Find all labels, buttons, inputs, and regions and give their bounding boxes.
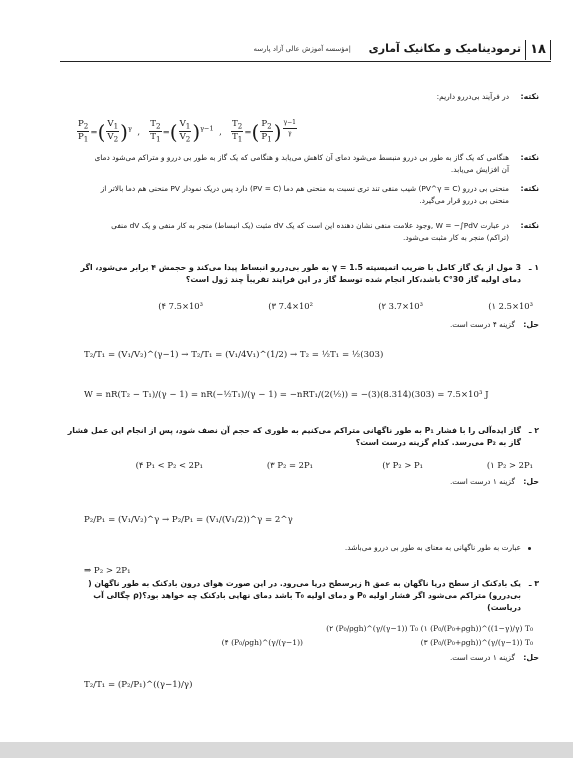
note2-text: هنگامی که یک گاز به طور بی دررو منبسط می‌شود دمای آن کاهش می‌یابد و هنگامی که یک گاز به طور بی دررو و متراکم می‌شود دمای آن افزایش می‌یابد. (94, 153, 509, 174)
q2-option-3[interactable]: (۳ P₂ = 2P₁ (266, 460, 313, 470)
q1-number: ۱ ـ (528, 263, 539, 272)
note4-label: نکته: (520, 221, 539, 230)
q1-option-4[interactable]: (۴ 7.5×10³ (158, 301, 203, 311)
header-title: ترمودینامیک و مکانیک آماری (368, 42, 521, 55)
ratio-p2-p1-b: $\frac{P_2}{P_1}$ (261, 118, 272, 145)
ratio-v1-v2: $\frac{V_1}{V_2}$ (107, 118, 119, 145)
note4-text: در عبارت W = −∫PdV ,وجود علامت منفی نشان دهنده این است که یک dV مثبت (یک انبساط) منجر به کار منفی و یک dV منفی (تراکم) منجر به کار مثبت می‌شود. (111, 221, 509, 242)
q1-text: 3 مول از یک گاز کامل با ضریب اتمیسیته γ = 1.5 به طور بی‌دررو انبساط پیدا می‌کند و حجمش ۴ برابر می‌شود، اگر دمای اولیه گاز 30°C باشد،کار انجام شده توسط گاز در این فرایند تقریباً چند ژول است؟ (80, 263, 521, 284)
page-number: ۱۸ (525, 40, 551, 60)
note3-text: منحنی بی دررو (PV^γ = C) شیب منفی تند تری نسبت به منحنی هم دما (PV = C) دارد پس دریک نمودار PV منحنی هم دما بالاتر از منحنی بی دررو قرار می‌گیرد. (100, 184, 509, 205)
q3-option-2[interactable]: (۲ (P₀/ρgh)^(γ/(γ−1)) T₀ (326, 624, 418, 633)
q2-option-1[interactable]: (۱ P₂ > 2P₁ (486, 460, 533, 470)
q1-solution-label: حل: (523, 320, 539, 329)
adiabatic-relations: $\frac{P_2}{P_1}$ =( $\frac{V_1}{V_2}$ )$^\gamma$ , $\frac{T_2}{T_1}$ =( $\frac{V_1}{V_2}$ )$^{\gamma-1}$ , $\frac{T_2}{T_1}$ =( $\frac{P_2}{P_1}$ ) $^{\frac{\gamma-1}{\gamma}}$ (78, 118, 296, 145)
q3-option-1[interactable]: (۱ (P₀/(P₀+ρgh))^((1−γ)/γ) T₀ (420, 624, 533, 633)
q2-option-4[interactable]: (۴ P₁ < P₂ < 2P₁ (135, 460, 203, 470)
q2-bullet-text: عبارت به طور ناگهانی به معنای به طور بی دررو می‌باشد. (344, 543, 521, 552)
note1-text: در فرآیند بی‌دررو داریم: (436, 92, 509, 101)
q2-number: ۲ ـ (528, 426, 539, 435)
header-subtitle: |مؤسسه آموزش عالی آزاد پارسه (253, 45, 351, 53)
q1-calc-work: W = nR(T₂ − T₁)/(γ − 1) = nR(−½T₁)/(γ − 1) = −nRT₁/(2(½)) = −(3)(8.314)(303) = 7.5×10³ J (84, 390, 489, 400)
q2-text: گاز ایده‌آلی را با فشار P₁ به طور ناگهانی متراکم می‌کنیم به طوری که حجم آن نصف شود، پس از انجام این عمل فشار گاز به P₂ می‌رسد. کدام گزینه درست است؟ (67, 426, 521, 447)
header-rule (60, 61, 551, 62)
ratio-t2-t1: $\frac{T_2}{T_1}$ (150, 118, 161, 145)
q3-number: ۳ ـ (528, 579, 539, 588)
q3-option-3[interactable]: (۳ (P₀/(P₀+ρgh))^(γ/(γ−1)) T₀ (420, 638, 533, 647)
q2-calc-pressure: P₂/P₁ = (V₁/V₂)^γ → P₂/P₁ = (V₁/(V₁/2))^γ = 2^γ (84, 515, 293, 525)
ratio-p2-p1: $\frac{P_2}{P_1}$ (78, 118, 89, 145)
q3-option-4[interactable]: (۴ (P₀/ρgh)^(γ/(γ−1)) (221, 638, 303, 647)
q1-option-2[interactable]: (۲ 3.7×10³ (378, 301, 423, 311)
page-footer-bar (0, 742, 573, 758)
note3-label: نکته: (520, 184, 539, 193)
q1-calc-temperature: T₂/T₁ = (V₁/V₂)^(γ−1) → T₂/T₁ = (V₁/4V₁)^(1/2) → T₂ = ½T₁ = ½(303) (84, 350, 384, 360)
q3-text: یک بادکنک از سطح دریا ناگهان به عمق h زیرسطح دریا می‌رود. در این صورت هوای درون بادکنک به طور ناگهان ( بی‌دررو) متراکم می‌شود اگر فشار اولیه P₀ و دمای اولیه T₀ باشد دمای نهایی بادکنک چه خواهد بود؟(ρ چگالی آب دریاست) (88, 579, 521, 612)
q2-option-2[interactable]: (۲ P₂ > P₁ (382, 460, 423, 470)
bullet-dot (528, 547, 531, 550)
note1-label: نکته: (520, 92, 539, 101)
q1-option-3[interactable]: (۳ 7.4×10² (268, 301, 313, 311)
q1-solution-text: گزینه ۴ درست است. (449, 320, 515, 329)
q2-conclusion: ⇒ P₂ > 2P₁ (84, 566, 131, 576)
q2-solution-label: حل: (523, 477, 539, 486)
q3-calc-temperature: T₂/T₁ = (P₂/P₁)^((γ−1)/γ) (84, 680, 193, 690)
q2-solution-text: گزینه ۱ درست است. (449, 477, 515, 486)
note2-label: نکته: (520, 153, 539, 162)
q3-solution-text: گزینه ۱ درست است. (449, 653, 515, 662)
page-header (60, 40, 551, 62)
q3-solution-label: حل: (523, 653, 539, 662)
q1-option-1[interactable]: (۱ 2.5×10³ (488, 301, 533, 311)
